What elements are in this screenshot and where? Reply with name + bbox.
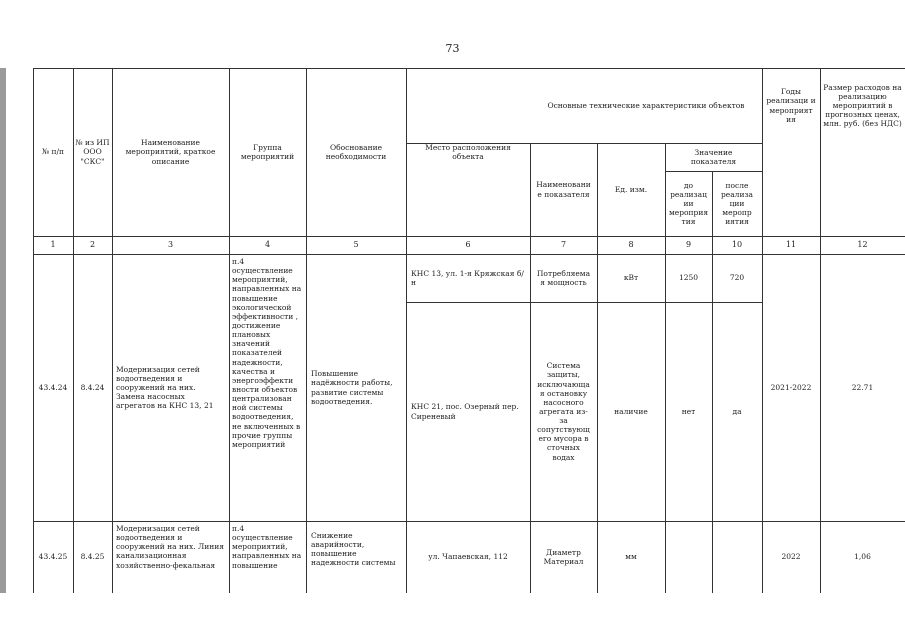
- col-number: 7: [560, 240, 567, 250]
- header-value-group: Значение показателя: [690, 147, 737, 166]
- table-row-group: п.4 осуществление мероприятий, направленных на повышение: [232, 524, 302, 570]
- table-subrow-before: 1250: [678, 273, 699, 283]
- table-row-after: [712, 521, 762, 593]
- table-subrow-after: 720: [729, 273, 745, 283]
- col-number: 4: [264, 240, 271, 250]
- table-subrow-after: да: [732, 406, 742, 416]
- table-row-measure: Модернизация сетей водоотведения и сооружений на них. Линия канализационная хозяйственно-фекальная: [116, 524, 224, 570]
- header-col-after: после реализа ции меропр иятия: [720, 180, 754, 227]
- header-col-ip-num: № из ИП ООО "СКС": [75, 138, 110, 166]
- header-col-unit: Ед. изм.: [614, 184, 648, 194]
- table-row-cost: 22.71: [851, 382, 874, 392]
- header-col-before: до реализац ии мероприя тия: [668, 180, 709, 227]
- col-number: 2: [89, 240, 96, 250]
- table-subrow-indicator: Система защиты, исключающа я остановку насосного агрегата из-за сопутствующ его мусора в сточных водах: [537, 361, 590, 462]
- table-row-years: 2022: [781, 552, 801, 562]
- table-row-cost: 1,06: [854, 552, 871, 562]
- header-col-years: Годы реализаци и мероприят ия: [766, 87, 816, 124]
- page-number: 73: [445, 42, 460, 55]
- table-subrow-unit: кВт: [623, 273, 639, 283]
- table-row-num: 43.4.24: [38, 382, 68, 392]
- header-col-num: № п/п: [41, 147, 64, 157]
- table-subrow-indicator: Потребляема я мощность: [536, 268, 591, 287]
- table-row-justification: Снижение аварийности, повышение надежности системы: [311, 531, 396, 568]
- header-col-justification: Обоснование необходимости: [325, 142, 387, 161]
- table-row-years: 2021-2022: [770, 382, 812, 392]
- header-col-group: Группа мероприятий: [240, 142, 295, 161]
- table-subrow-unit: наличие: [614, 406, 648, 416]
- col-number: 3: [167, 240, 174, 250]
- col-number: 11: [785, 240, 797, 250]
- header-col-indicator: Наименовани е показателя: [536, 180, 591, 199]
- scan-edge: [0, 68, 6, 593]
- table-row-before: [665, 521, 712, 593]
- col-number: 1: [50, 240, 56, 250]
- col-number: 10: [731, 240, 743, 250]
- col-number: 9: [685, 240, 692, 250]
- header-col-cost: Размер расходов на реализацию мероприятий в прогнозных ценах, млн. руб. (без НДС): [823, 82, 902, 129]
- table-row-unit: мм: [625, 552, 637, 562]
- table-row-ip-num: 8.4.25: [80, 552, 105, 562]
- table-row-justification: Повышение надёжности работы, развитие системы водоотведения.: [311, 369, 393, 406]
- table-subrow-location: КНС 13, ул. 1-я Кряжская б/н: [411, 268, 524, 287]
- header-col-location: Место расположения объекта: [425, 142, 511, 161]
- col-number: 8: [628, 240, 634, 250]
- table-row-ip-num: 8.4.24: [80, 382, 105, 392]
- header-tech-characteristics: Основные технические характеристики объектов: [547, 100, 745, 110]
- table-row-num: 43.4.25: [38, 552, 68, 562]
- header-col-name: Наименование мероприятий, краткое описание: [125, 138, 216, 166]
- table-subrow-before: нет: [681, 406, 696, 416]
- table-row-indicator: Диаметр Материал: [543, 547, 584, 566]
- table-subrow-location: КНС 21, пос. Озерный пер. Сиреневый: [411, 402, 519, 421]
- table-row-location: ул. Чапаевская, 112: [428, 552, 508, 562]
- col-number: 12: [857, 240, 868, 250]
- table-row-group: п.4 осуществление мероприятий, направленных на повышение экологической эффективности , достижение плановых значений показателей надежности, качества и энергоэффекти вности объектов централизован ной системы водоотведения, не включенных в прочие группы мероприятий: [232, 257, 302, 449]
- table-row-measure: Модернизация сетей водоотведения и сооружений на них. Замена насосных агрегатов на КНС 13, 21: [116, 364, 214, 411]
- col-number: 6: [465, 240, 471, 250]
- col-number: 5: [353, 240, 359, 250]
